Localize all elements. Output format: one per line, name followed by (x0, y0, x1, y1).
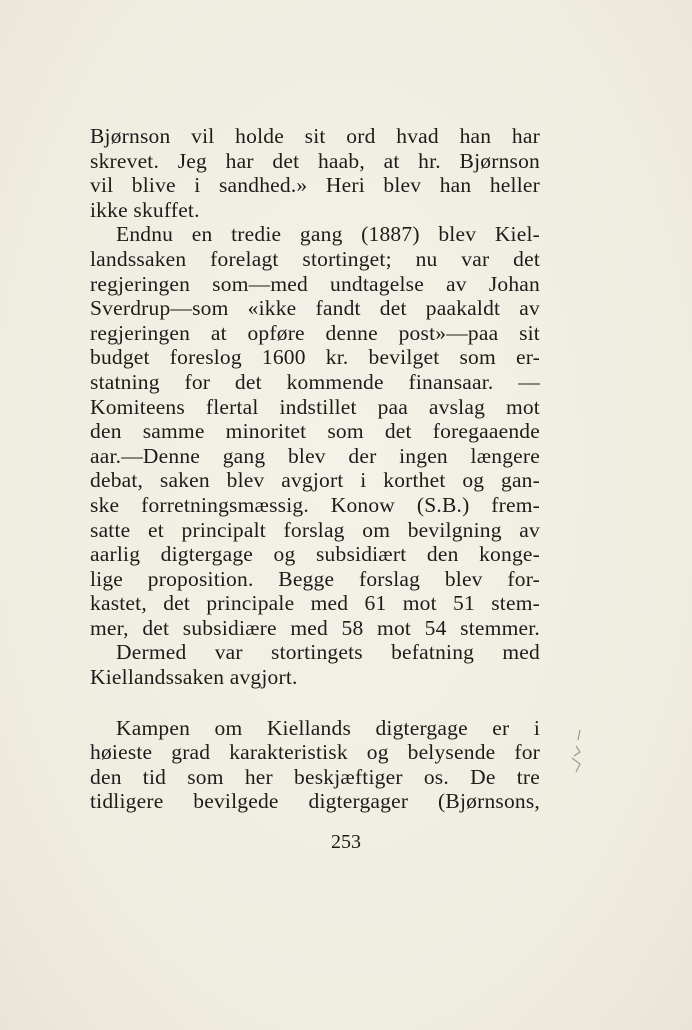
text-line: Komiteens flertal indstillet paa avslag mot (90, 394, 540, 419)
text-line: skrevet. Jeg har det haab, at hr. Bjørnson (90, 148, 540, 173)
text-line: mer, det subsidiære med 58 mot 54 stemmer. (90, 615, 540, 640)
text-line: aarlig digtergage og subsidiært den konge- (90, 542, 540, 567)
text-line: Bjørnson vil holde sit ord hvad han har (90, 124, 540, 148)
text-line: Sverdrup—som «ikke fandt det paakaldt av (90, 296, 540, 321)
text-line: regjeringen at opføre denne post»—paa sit (90, 320, 540, 345)
text-line: landssaken forelagt stortinget; nu var det (90, 246, 540, 271)
text-line: vil blive i sandhed.» Heri blev han heller (90, 173, 540, 198)
pencil-mark-icon (566, 728, 586, 778)
text-line: debat, saken blev avgjort i korthet og gan- (90, 468, 540, 493)
text-line: satte et principalt forslag om bevilgning av (90, 517, 540, 542)
text-line: Dermed var stortingets befatning med (116, 640, 540, 665)
text-line: den samme minoritet som det foregaaende (90, 419, 540, 444)
text-line: budget foreslog 1600 kr. bevilget som er- (90, 345, 540, 370)
text-line: tidligere bevilgede digtergager (Bjørnsons, (90, 789, 540, 814)
paragraph-gap (90, 690, 540, 716)
text-line: statning for det kommende finansaar. — (90, 369, 540, 394)
text-line: regjeringen som—med undtagelse av Johan (90, 271, 540, 296)
text-line: den tid som her beskjæftiger os. De tre (90, 764, 540, 789)
text-line: kastet, det principale med 61 mot 51 stem- (90, 591, 540, 616)
text-line: ske forretningsmæssig. Konow (S.B.) frem- (90, 492, 540, 517)
text-line: Kampen om Kiellands digtergage er i (116, 715, 540, 740)
text-line: høieste grad karakteristisk og belysende for (90, 740, 540, 765)
body-text (90, 124, 540, 814)
text-line: lige proposition. Begge forslag blev for- (90, 566, 540, 591)
text-line: Endnu en tredie gang (1887) blev Kiel- (116, 222, 540, 247)
page-number: 253 (331, 831, 361, 853)
text-line: aar.—Denne gang blev der ingen længere (90, 443, 540, 468)
text-line: Kiellandssaken avgjort. (90, 665, 298, 690)
text-line: ikke skuffet. (90, 197, 200, 222)
